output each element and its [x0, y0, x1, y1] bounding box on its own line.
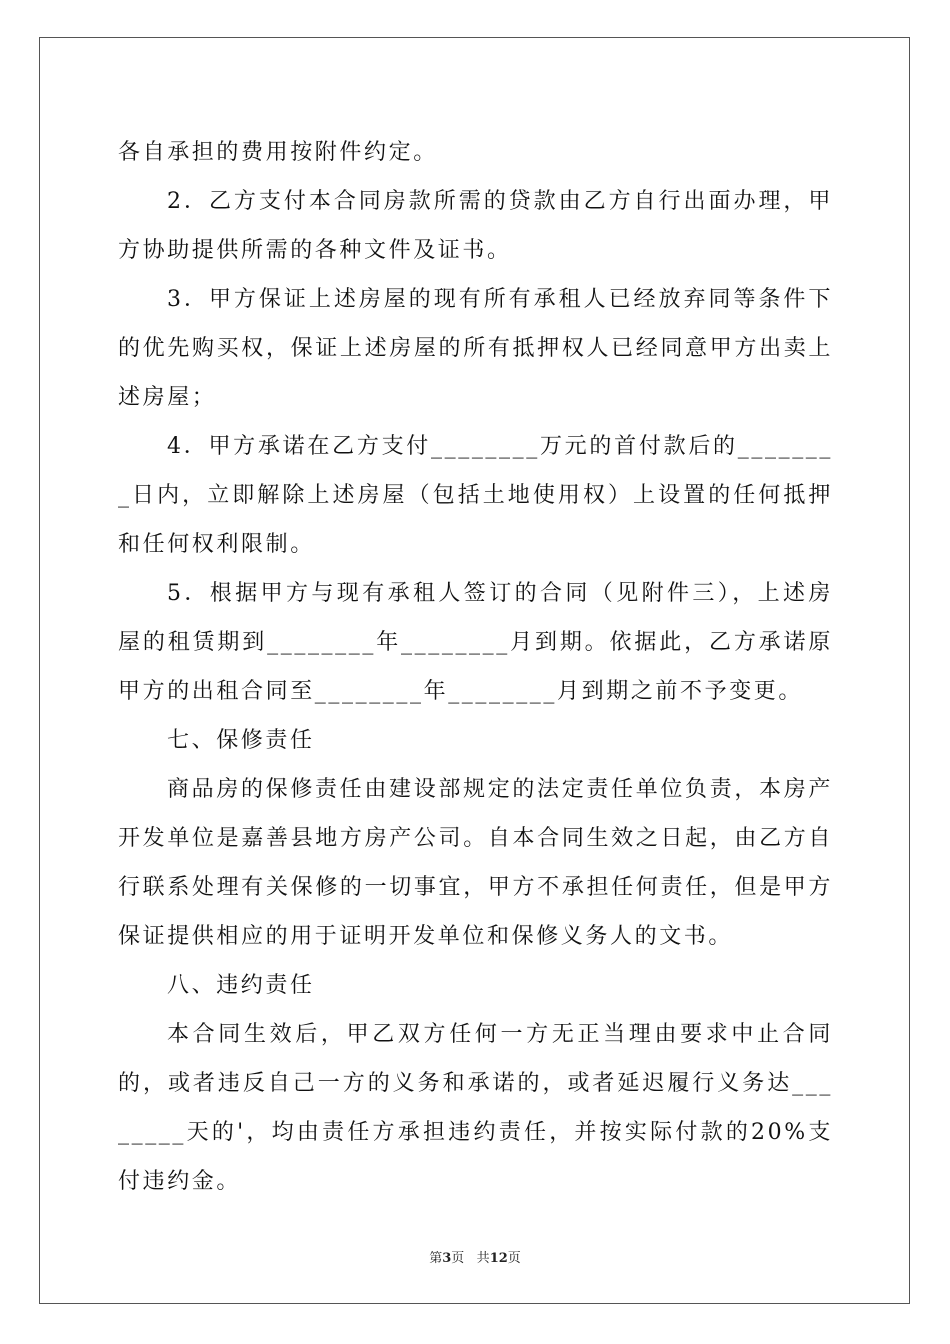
clause-2: 2．乙方支付本合同房款所需的贷款由乙方自行出面办理，甲方协助提供所需的各种文件及证书。: [118, 189, 833, 263]
liability-paragraph: 本合同生效后，甲乙双方任何一方无正当理由要求中止合同的，或者违反自己一方的义务和承诺的，或者延迟履行义务达________天的'，均由责任方承担违约责任，并按实际付款的20%支付违约金。: [118, 1022, 833, 1194]
clause-5: 5．根据甲方与现有承租人签订的合同（见附件三），上述房屋的租赁期到________年________月到期。依据此，乙方承诺原甲方的出租合同至________年________月到期之前不予变更。: [118, 581, 833, 704]
page-prefix: 第: [429, 1251, 443, 1266]
document-body: [118, 128, 833, 1206]
page-footer: [0, 1247, 950, 1266]
warranty-paragraph: 商品房的保修责任由建设部规定的法定责任单位负责，本房产开发单位是嘉善县地方房产公司。自本合同生效之日起，由乙方自行联系处理有关保修的一切事宜，甲方不承担任何责任，但是甲方保证提供相应的用于证明开发单位和保修义务人的文书。: [118, 777, 833, 949]
clause-4: 4．甲方承诺在乙方支付________万元的首付款后的________日内，立即解除上述房屋（包括土地使用权）上设置的任何抵押和任何权利限制。: [118, 434, 833, 557]
page-current: 3: [442, 1251, 452, 1266]
section-heading-liability: 八、违约责任: [167, 973, 315, 998]
total-unit: 页: [507, 1251, 521, 1266]
page-total: 12: [489, 1251, 508, 1266]
paragraph-continuation: 各自承担的费用按附件约定。: [118, 140, 438, 165]
clause-3: 3．甲方保证上述房屋的现有所有承租人已经放弃同等条件下的优先购买权，保证上述房屋的所有抵押权人已经同意甲方出卖上述房屋；: [118, 287, 833, 410]
section-heading-warranty: 七、保修责任: [167, 728, 315, 753]
total-prefix: 共: [476, 1251, 490, 1266]
page-unit: 页: [451, 1251, 465, 1266]
